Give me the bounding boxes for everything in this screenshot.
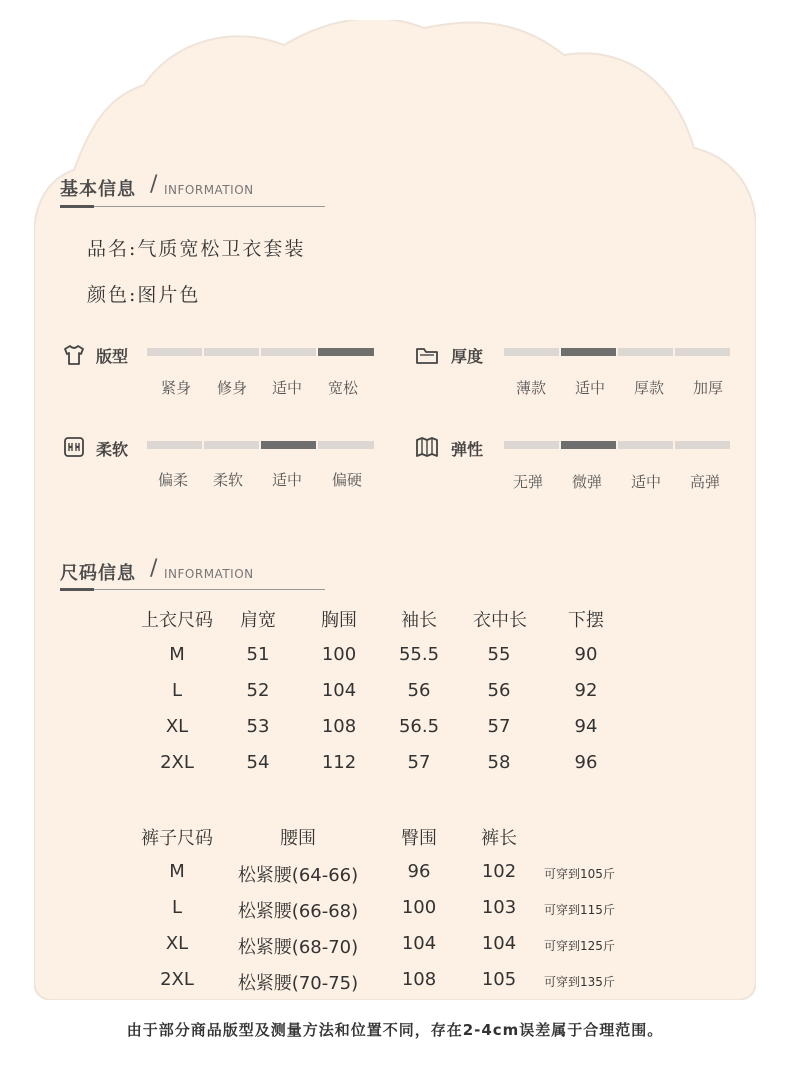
- fit-seg-3: [261, 348, 316, 356]
- top-header-sleeve: 袖长: [401, 610, 437, 631]
- table-cell: 108: [401, 969, 437, 990]
- elasticity-option-4: 高弹: [689, 473, 720, 491]
- softness-seg-1: [147, 441, 202, 449]
- pants-header-length: 裤长: [481, 828, 517, 849]
- elasticity-option-1: 无弹: [512, 473, 543, 491]
- softness-option-3: 适中: [271, 471, 302, 489]
- product-color: 颜色:图片色: [87, 284, 201, 306]
- table-cell: 108: [321, 716, 357, 737]
- table-cell: 55.5: [398, 644, 440, 665]
- thickness-option-4: 加厚: [692, 379, 723, 397]
- table-cell: 松紧腰(66-68): [237, 901, 359, 922]
- fabric-icon: [62, 435, 86, 459]
- weight-note: 可穿到135斤: [544, 975, 615, 989]
- fit-seg-2: [204, 348, 259, 356]
- basic-info-title: 基本信息: [60, 179, 136, 200]
- softness-option-4: 偏硬: [331, 471, 362, 489]
- weight-note: 可穿到115斤: [544, 903, 615, 917]
- size-info-slash: /: [150, 556, 158, 581]
- table-cell: L: [171, 680, 183, 701]
- table-cell: 56: [407, 680, 431, 701]
- softness-option-2: 柔软: [212, 471, 243, 489]
- pants-header-waist: 腰围: [280, 828, 316, 849]
- table-cell: 112: [321, 752, 357, 773]
- attr-fit-label: 版型: [96, 347, 129, 366]
- table-cell: L: [171, 897, 183, 918]
- elasticity-seg-4: [675, 441, 730, 449]
- fit-option-2: 修身: [216, 379, 247, 397]
- attr-softness-label: 柔软: [96, 440, 129, 459]
- attr-thickness-label: 厚度: [451, 347, 484, 366]
- thickness-seg-1: [504, 348, 559, 356]
- product-name: 品名:气质宽松卫衣套装: [87, 238, 306, 260]
- table-cell: 松紧腰(70-75): [237, 973, 359, 994]
- table-cell: 57: [407, 752, 431, 773]
- fit-seg-1: [147, 348, 202, 356]
- pants-header-hip: 臀围: [401, 828, 437, 849]
- weight-note: 可穿到125斤: [544, 939, 615, 953]
- fit-option-3: 适中: [271, 379, 302, 397]
- elasticity-option-3: 适中: [630, 473, 661, 491]
- size-info-rule: [94, 589, 325, 590]
- thickness-seg-2-selected: [561, 348, 616, 356]
- basic-info-rule: [94, 206, 325, 207]
- softness-option-1: 偏柔: [157, 471, 188, 489]
- top-header-shoulder: 肩宽: [240, 610, 276, 631]
- stretch-icon: [415, 435, 439, 459]
- fit-option-1: 紧身: [160, 379, 191, 397]
- table-cell: 94: [574, 716, 598, 737]
- elasticity-option-2: 微弹: [571, 473, 602, 491]
- table-cell: 2XL: [160, 752, 194, 773]
- table-cell: 96: [407, 861, 431, 882]
- table-cell: 103: [481, 897, 517, 918]
- softness-seg-4: [318, 441, 374, 449]
- measurement-disclaimer: 由于部分商品版型及测量方法和位置不同，存在2-4cm误差属于合理范围。: [126, 1021, 664, 1039]
- table-cell: XL: [165, 933, 189, 954]
- table-cell: 松紧腰(68-70): [237, 937, 359, 958]
- basic-info-rule-accent: [60, 205, 94, 208]
- table-cell: 96: [574, 752, 598, 773]
- table-cell: XL: [165, 716, 189, 737]
- folder-icon: [415, 343, 439, 367]
- table-cell: 松紧腰(64-66): [237, 865, 359, 886]
- tshirt-icon: [62, 343, 86, 367]
- size-info-title: 尺码信息: [60, 563, 136, 584]
- thickness-option-3: 厚款: [633, 379, 664, 397]
- table-cell: 100: [321, 644, 357, 665]
- table-cell: 53: [246, 716, 270, 737]
- table-cell: 58: [487, 752, 511, 773]
- size-info-en: INFORMATION: [164, 567, 254, 581]
- pants-header-size: 裤子尺码: [141, 828, 213, 849]
- table-cell: 2XL: [160, 969, 194, 990]
- table-cell: 51: [246, 644, 270, 665]
- size-info-rule-accent: [60, 588, 94, 591]
- elasticity-seg-2-selected: [561, 441, 616, 449]
- table-cell: M: [169, 644, 185, 665]
- table-cell: 100: [401, 897, 437, 918]
- top-header-chest: 胸围: [321, 610, 357, 631]
- thickness-seg-4: [675, 348, 730, 356]
- table-cell: 55: [487, 644, 511, 665]
- weight-note: 可穿到105斤: [544, 867, 615, 881]
- top-header-hem: 下摆: [568, 610, 604, 631]
- table-cell: 52: [246, 680, 270, 701]
- top-header-size: 上衣尺码: [141, 610, 213, 631]
- table-cell: 90: [574, 644, 598, 665]
- basic-info-slash: /: [150, 172, 158, 197]
- thickness-option-1: 薄款: [515, 379, 546, 397]
- table-cell: 57: [487, 716, 511, 737]
- fit-option-4: 宽松: [327, 379, 358, 397]
- elasticity-seg-3: [618, 441, 673, 449]
- table-cell: 56: [487, 680, 511, 701]
- softness-seg-2: [204, 441, 259, 449]
- table-cell: 104: [481, 933, 517, 954]
- table-cell: 56.5: [398, 716, 440, 737]
- info-card: [34, 20, 756, 1000]
- table-cell: 104: [401, 933, 437, 954]
- top-header-length: 衣中长: [473, 610, 527, 631]
- elasticity-seg-1: [504, 441, 559, 449]
- table-cell: M: [169, 861, 185, 882]
- fit-seg-4-selected: [318, 348, 374, 356]
- thickness-option-2: 适中: [574, 379, 605, 397]
- table-cell: 104: [321, 680, 357, 701]
- table-cell: 92: [574, 680, 598, 701]
- card-background: [34, 20, 756, 1000]
- attr-elasticity-label: 弹性: [451, 440, 484, 459]
- table-cell: 105: [481, 969, 517, 990]
- table-cell: 54: [246, 752, 270, 773]
- table-cell: 102: [481, 861, 517, 882]
- softness-seg-3-selected: [261, 441, 316, 449]
- basic-info-en: INFORMATION: [164, 183, 254, 197]
- thickness-seg-3: [618, 348, 673, 356]
